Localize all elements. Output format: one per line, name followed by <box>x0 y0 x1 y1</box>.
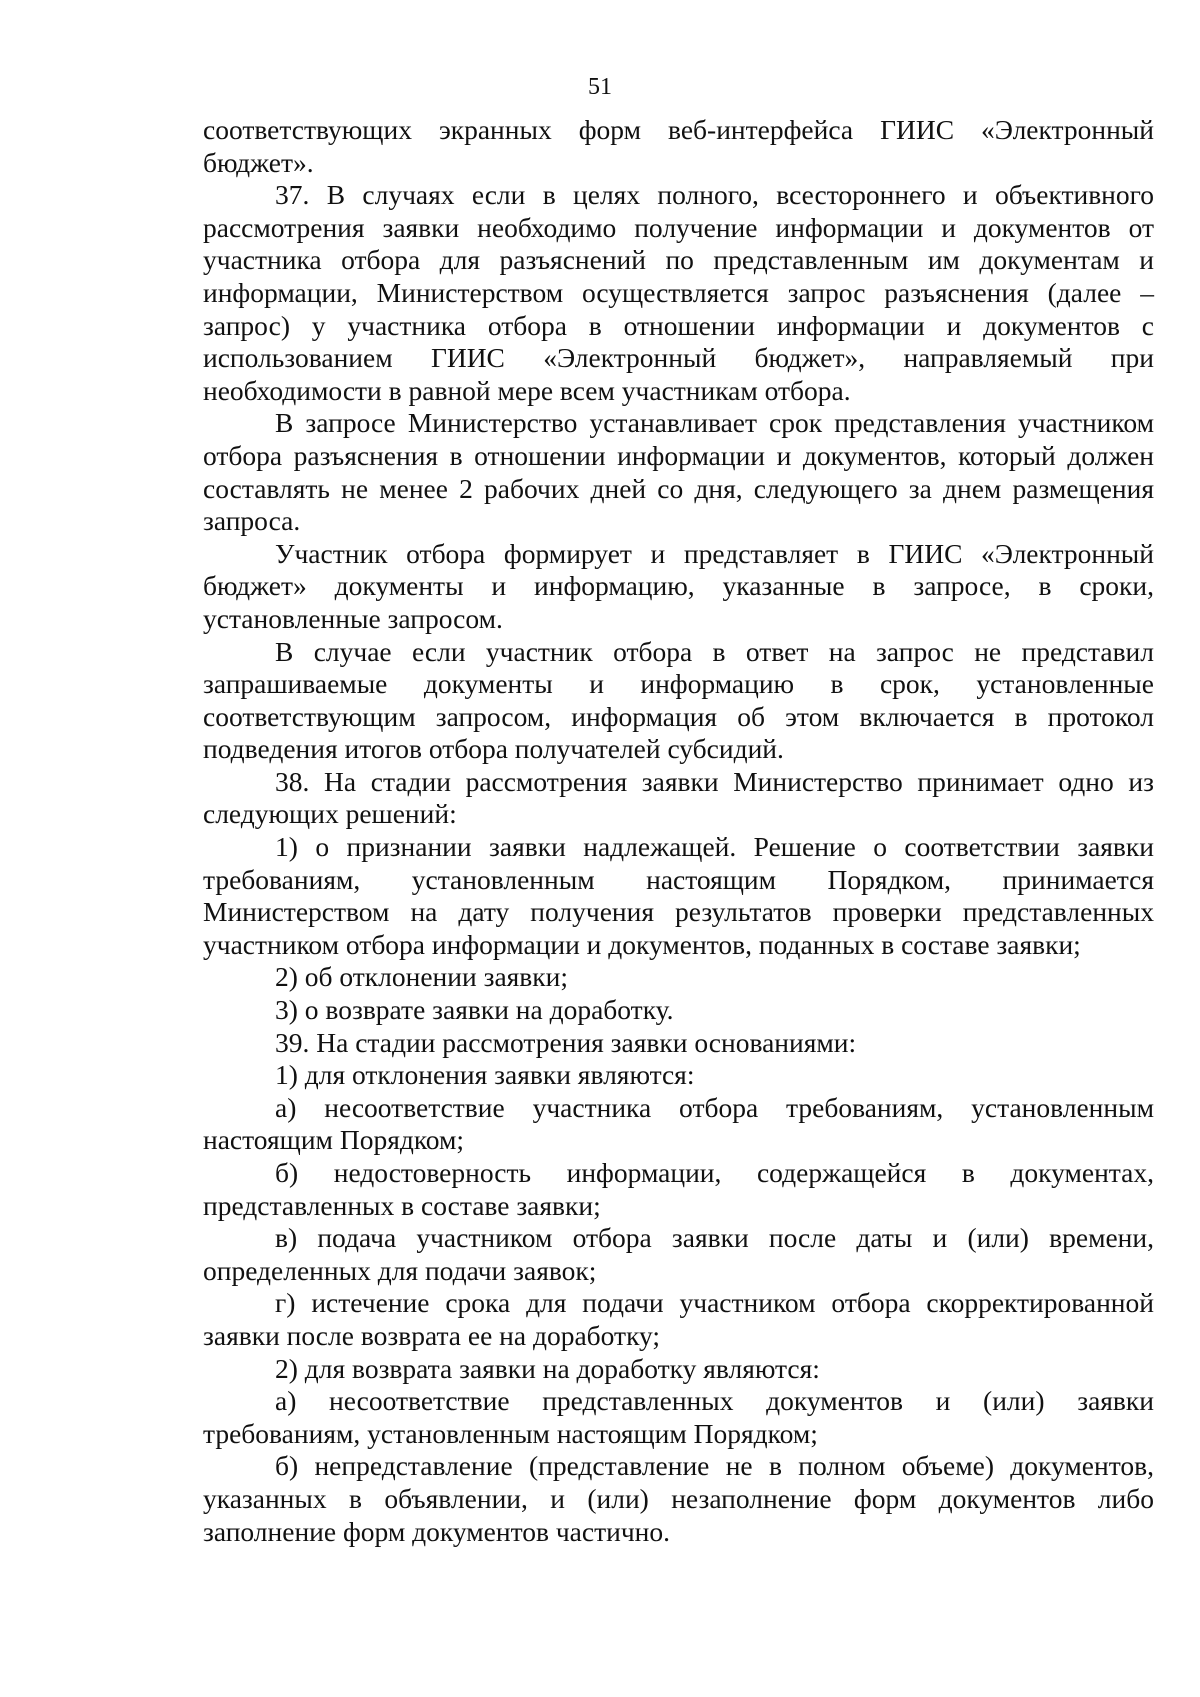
paragraph: В запросе Министерство устанавливает срок представления участником отбора разъяснения в отношении информации и документов, который должен составлять не менее 2 рабочих дней со дня, следующего за днем размещения запроса. <box>203 407 1154 537</box>
paragraph: 1) о признании заявки надлежащей. Решение о соответствии заявки требованиям, установленным настоящим Порядком, принимается Министерством на дату получения результатов проверки представленных участником отбора информации и документов, поданных в составе заявки; <box>203 831 1154 960</box>
paragraph: 38. На стадии рассмотрения заявки Министерство принимает одно из следующих решений: <box>203 765 1154 830</box>
paragraph: В случае если участник отбора в ответ на запрос не представил запрашиваемые документы и информацию в срок, установленные соответствующим запросом, информация об этом включается в протокол подведения итогов отбора получателей субсидий. <box>203 635 1154 765</box>
paragraph: 39. На стадии рассмотрения заявки основаниями: <box>275 1026 857 1058</box>
paragraph: а) несоответствие представленных документов и (или) заявки требованиям, установленным настоящим Порядком; <box>203 1385 1154 1449</box>
paragraph: в) подача участником отбора заявки после даты и (или) времени, определенных для подачи заявок; <box>203 1222 1154 1286</box>
page-number: 51 <box>588 74 612 100</box>
paragraph: Участник отбора формирует и представляет в ГИИС «Электронный бюджет» документы и информацию, указанные в запросе, в сроки, установленные запросом. <box>203 537 1154 634</box>
paragraph: б) непредставление (представление не в полном объеме) документов, указанных в объявлении, и (или) незаполнение форм документов либо заполнение форм документов частично. <box>203 1450 1154 1547</box>
paragraph: а) несоответствие участника отбора требованиям, установленным настоящим Порядком; <box>203 1091 1154 1156</box>
paragraph: 2) для возврата заявки на доработку являются: <box>275 1352 820 1384</box>
paragraph: б) недостоверность информации, содержащейся в документах, представленных в составе заявки; <box>203 1157 1154 1221</box>
paragraph: 3) о возврате заявки на доработку. <box>275 994 674 1026</box>
paragraph: 1) для отклонения заявки являются: <box>275 1059 695 1091</box>
document-body <box>203 114 1154 1548</box>
paragraph: г) истечение срока для подачи участником отбора скорректированной заявки после возврата ее на доработку; <box>203 1287 1154 1351</box>
paragraph: соответствующих экранных форм веб-интерфейса ГИИС «Электронный бюджет». <box>203 114 1154 178</box>
paragraph: 37. В случаях если в целях полного, всестороннего и объективного рассмотрения заявки необходимо получение информации и документов от участника отбора для разъяснений по представленным им документам и информации, Министерством осуществляется запрос разъяснения (далее – запрос) у участника отбора в отношении информации и документов с использованием ГИИС «Электронный бюджет», направляемый при необходимости в равной мере всем участникам отбора. <box>203 179 1154 406</box>
paragraph: 2) об отклонении заявки; <box>275 961 569 993</box>
